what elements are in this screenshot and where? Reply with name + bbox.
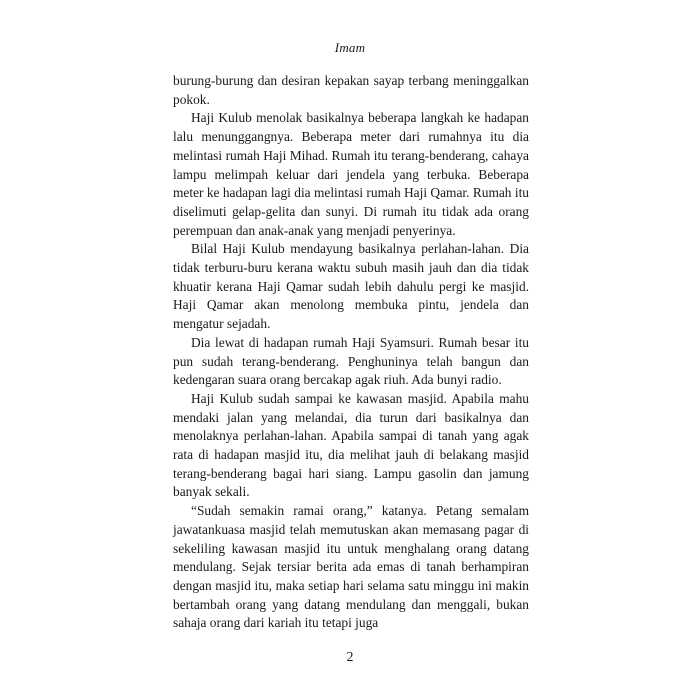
paragraph-6: “Sudah semakin ramai orang,” katanya. Petang semalam jawatankuasa masjid telah memutuskan akan memasang pagar di sekeliling kawasan masjid itu untuk menghalang orang datang mendulang. Sejak tersiar berita ada emas di tanah berhampiran dengan masjid itu, maka setiap hari selama satu minggu ini makin bertambah orang yang datang mendulang dan menggali, bukan sahaja orang dari kariah itu tetapi juga (173, 503, 529, 631)
paragraph-4: Dia lewat di hadapan rumah Haji Syamsuri. Rumah besar itu pun sudah terang-benderang. Penghuninya telah bangun dan kedengaran suara orang bercakap agak riuh. Ada bunyi radio. (173, 334, 529, 388)
page-number: 2 (346, 650, 354, 665)
body-text (173, 72, 529, 633)
paragraph-5: Haji Kulub sudah sampai ke kawasan masjid. Apabila mahu mendaki jalan yang melandai, dia turun dari basikalnya dan menolaknya perlahan-lahan. Apabila sampai di tanah yang agak rata di hadapan masjid itu, dia melihat jauh di belakang masjid terang-benderang bagai hari siang. Lampu gasolin dan jamung banyak sekali. (173, 390, 529, 500)
paragraph-2: Haji Kulub menolak basikalnya beberapa langkah ke hadapan lalu menunggangnya. Beberapa meter dari rumahnya itu dia melintasi rumah Haji Mihad. Rumah itu terang-benderang, cahaya lampu melimpah keluar dari jendela yang terbuka. Beberapa meter ke hadapan lagi dia melintasi rumah Haji Qamar. Rumah itu diselimuti gelap-gelita dan sunyi. Di rumah itu tidak ada orang perempuan dan anak-anak yang menjadi penyerinya. (173, 110, 529, 238)
paragraph-1: burung-burung dan desiran kepakan sayap terbang meninggalkan pokok. (173, 73, 529, 107)
running-header: Imam (334, 40, 366, 55)
paragraph-3: Bilal Haji Kulub mendayung basikalnya perlahan-lahan. Dia tidak terburu-buru kerana waktu subuh masih jauh dan dia tidak khuatir kerana Haji Qamar sudah lebih dahulu pergi ke masjid. Haji Qamar akan menolong membuka pintu, jendela dan mengatur sejadah. (173, 241, 529, 332)
